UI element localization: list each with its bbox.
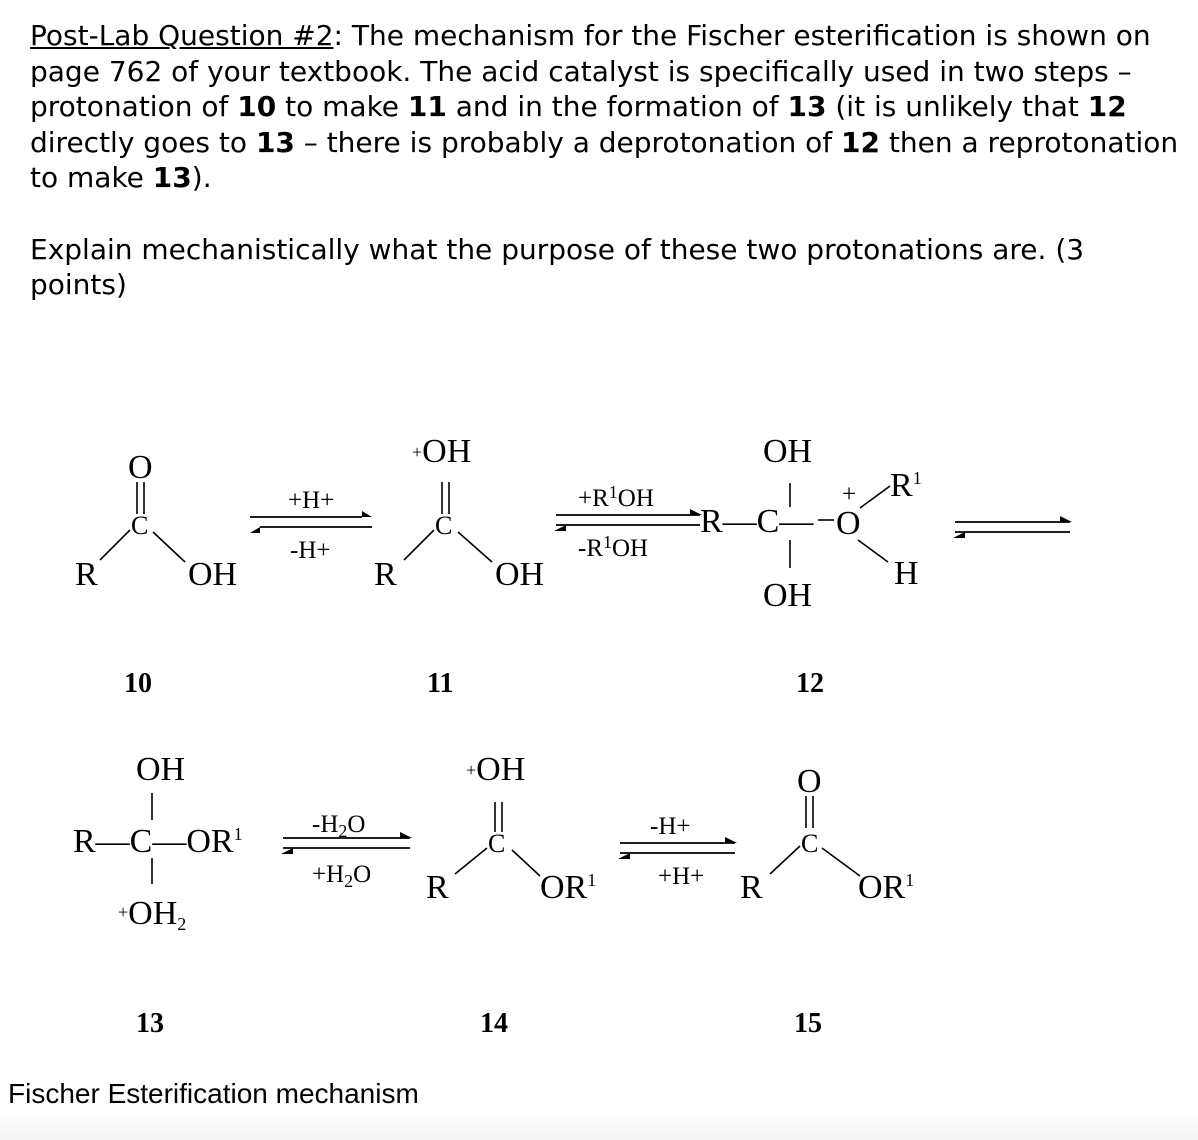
catalyst-add-h: +H+ [288,487,335,514]
compound-13 [73,751,243,1039]
compound-11 [374,433,544,699]
oxonium-label: +OH [466,751,526,788]
atom-label: R [426,869,449,906]
question-label: Post-Lab Question #2 [30,19,334,52]
compound-ref: 13 [255,125,295,159]
atom-label: O [836,505,861,542]
r1-label: $R^1$ [890,467,922,504]
atom-label: OH [136,751,186,788]
r-c-or1-label: $R—C—OR^1$ [73,823,243,860]
compound-10 [75,449,237,699]
oxonium-label: +OH [412,433,472,470]
atom-label: OH [188,556,238,593]
question-text-run: – there is probably a deprotonation of [294,125,842,159]
catalyst-remove-h: -H+ [290,537,331,564]
question-text-run: and in the formation of [446,90,788,123]
oh2-label: +OH2 [118,895,187,934]
atom-label: R [374,556,397,593]
atom-label: R [75,556,98,593]
question-text-run: then a reprotonation to make [30,125,1179,194]
figure-caption: Fischer Esterification mechanism [8,1078,419,1109]
catalyst-add-r1oh: $+R^1OH$ [578,482,654,512]
compound-label: 13 [136,1008,164,1039]
question-explain: Explain mechanistically what the purpose of these two protonations are. (3 points) [30,232,1085,301]
question-text-run: directly goes to [30,125,256,159]
question-text-run: to make [276,90,408,123]
atom-label: C [435,511,453,540]
compound-ref: 13 [152,161,192,194]
atom-label: C [131,511,149,540]
compound-12 [700,433,922,699]
compound-ref: 12 [841,125,880,159]
atom-label: OH [763,577,813,614]
atom-label: O [797,763,822,800]
compound-label: 11 [427,668,454,699]
compound-15 [740,763,914,1039]
atom-label: R [740,869,763,906]
compound-ref: 13 [787,90,827,123]
or1-label: $OR^1$ [858,869,915,906]
atom-label: R—C— [700,503,814,540]
compound-label: 12 [796,668,824,699]
atom-label: O [128,449,153,486]
footer-band [0,1112,1198,1140]
compound-ref: 12 [1087,90,1127,123]
atom-label: C [488,829,506,858]
catalyst-add-h2o: $+H_2O$ [312,861,372,891]
compound-label: 10 [124,668,152,699]
atom-label: C [801,829,819,858]
compound-label: 15 [794,1008,822,1039]
catalyst-remove-h: -H+ [650,813,691,840]
compound-label: 14 [480,1008,508,1039]
question-intro: : The mechanism for the Fischer esterification is shown on page 762 of your textbook. The acid catalyst is specifically used in two steps – protonation of [30,19,1151,123]
question-text-run: ). [191,161,212,194]
or1-label: $OR^1$ [540,869,597,906]
charge-label: + [842,481,857,508]
atom-label: OH [495,556,545,593]
compound-ref: 10 [237,90,277,123]
compound-ref: 11 [407,90,447,123]
atom-label: H [894,555,919,592]
atom-label: OH [763,433,813,470]
catalyst-remove-h2o: $-H_2O$ [312,811,366,841]
catalyst-remove-r1oh: $-R^1OH$ [578,532,649,562]
question-text-run: (it is unlikely that [826,90,1088,123]
catalyst-add-h: +H+ [658,863,705,890]
compound-14 [426,751,596,1039]
